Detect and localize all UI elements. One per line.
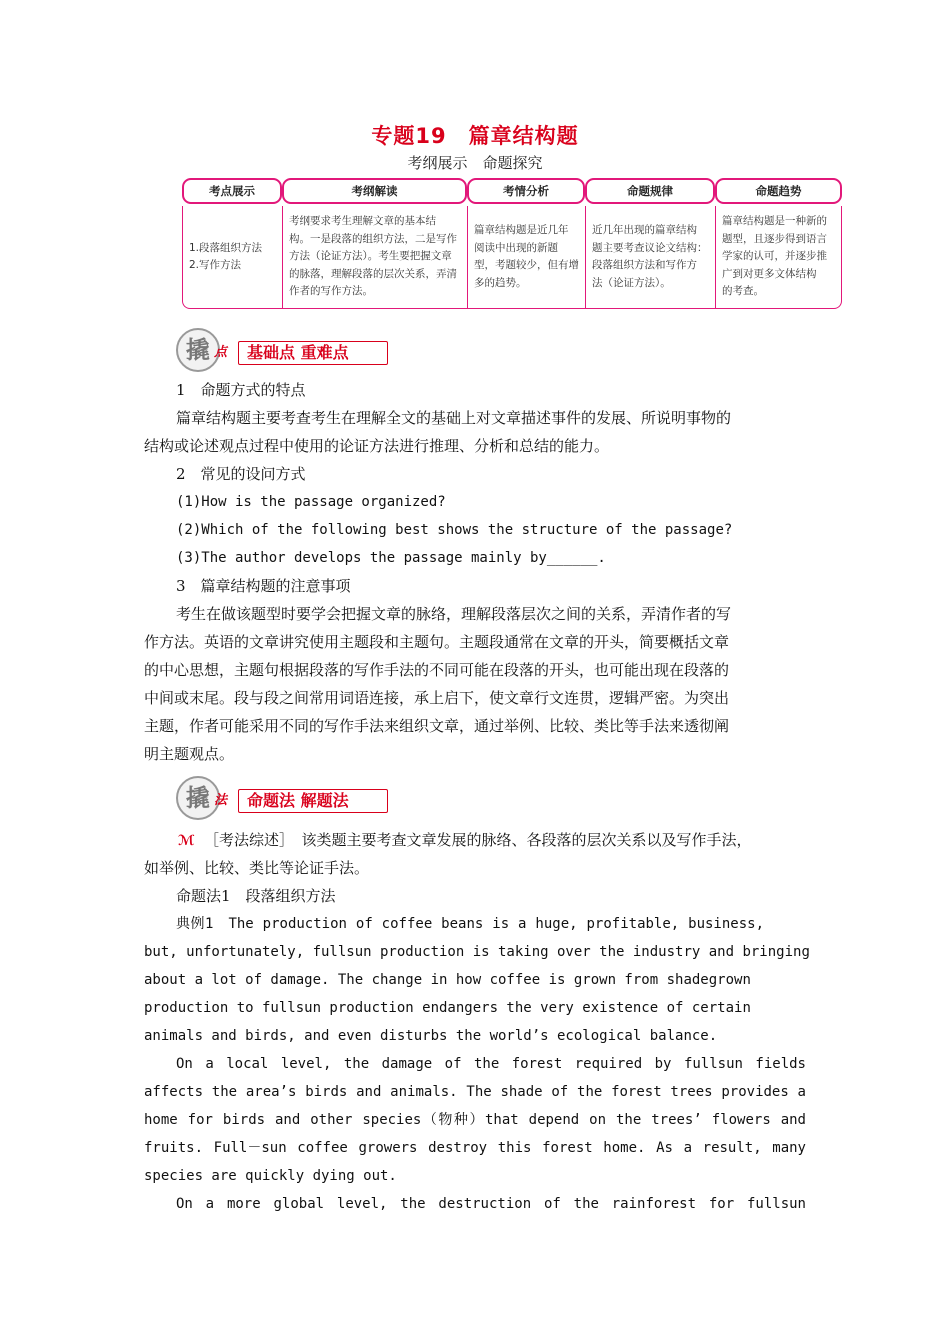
seal-icon: 撬 [176,328,220,372]
cell-line: 1.段落组织方法 [189,241,263,254]
paragraph-line: 中间或末尾。段与段之间常用词语连接，承上启下，使文章行文连贯，逻辑严密。为突出 [144,689,730,707]
cell-line: 题型，且逐步得到语言 [722,232,827,245]
banner-tag: 法 [214,793,228,808]
cell-line: 多的趋势。 [474,276,527,289]
question-line: (3)The author develops the passage mainly by______. [176,550,606,566]
question-line: (1)How is the passage organized? [176,494,446,510]
cell-line: 段落组织方法和写作方 [592,259,697,271]
pen-icon: ℳ [178,833,195,849]
cell-line: 近几年出现的篇章结构 [592,224,697,236]
cell-line: 构。一是段落的组织方法，二是写作 [289,232,457,245]
method-heading: 命题法1 段落组织方法 [176,887,336,905]
example-line: about a lot of damage. The change in how coffee is grown from shadegrown [144,972,751,988]
paragraph-line: 篇章结构题主要考查考生在理解全文的基础上对文章描述事件的发展、所说明事物的 [176,409,732,427]
banner-label: 基础点 重难点 [238,341,388,365]
example-line: affects the area’s birds and animals. The shade of the forest trees provides a [144,1084,806,1100]
cell-line: 阅读中出现的新题 [474,241,558,254]
cell-line: 2.写作方法 [189,259,242,271]
cell-line: 题主要考查议论文结构： [592,241,708,254]
cell-line: 作者的写作方法。 [289,285,373,298]
section-banner-methods [176,776,396,820]
kaofa-summary: ［考法综述］ 该类题主要考查文章发展的脉络、各段落的层次关系以及写作手法， [204,831,752,849]
paragraph-line: 作方法。英语的文章讲究使用主题段和主题句。主题段通常在文章的开头，简要概括文章 [144,633,730,651]
cell-qushi [715,206,842,309]
example-line: animals and birds, and even disturbs the world’s ecological balance. [144,1028,718,1044]
paragraph-line: 明主题观点。 [144,745,235,763]
question-line: (2)Which of the following best shows the structure of the passage? [176,522,733,538]
heading-1: 1 命题方式的特点 [176,381,306,399]
paragraph-line: 如举例、比较、类比等论证手法。 [144,859,370,877]
banner-label: 命题法 解题法 [238,789,388,813]
paragraph-line: 结构或论述观点过程中使用的论证方法进行推理、分析和总结的能力。 [144,437,610,455]
cell-line: 的脉落，理解段落的层次关系，弄清 [289,267,457,280]
example-line: On a more global level, the destruction of the rainforest for fullsun [176,1196,806,1212]
header-guilv: 命题规律 [585,178,715,204]
page-title: 专题19 篇章结构题 [371,124,579,148]
header-kaodian: 考点展示 [182,178,282,204]
cell-line: 学家的认可，并逐步推 [722,250,827,263]
page-subtitle: 考纲展示 命题探究 [407,154,543,172]
example-line: but, unfortunately, fullsun production is taking over the industry and bringing [144,944,810,960]
cell-line: 考纲要求考生理解文章的基本结 [289,215,436,228]
cell-guilv [585,206,715,309]
example-line: fruits. Full－sun coffee growers destroy this forest home. As a result, many [144,1140,806,1156]
paragraph-line: 考生在做该题型时要学会把握文章的脉络，理解段落层次之间的关系，弄清作者的写 [176,605,732,623]
example-line: On a local level, the damage of the forest required by fullsun fields [176,1056,806,1072]
example-line: production to fullsun production endangers the very existence of certain [144,1000,751,1016]
cell-line: 法（论证方法）。 [592,276,671,289]
cell-line: 型，考题较少，但有增 [474,259,579,271]
heading-3: 3 篇章结构题的注意事项 [176,577,351,595]
section-banner-basics [176,328,396,372]
cell-kaodian [182,206,282,309]
column-kaoqing [467,178,585,309]
banner-tag: 点 [214,345,228,360]
cell-line: 篇章结构题是一种新的 [722,215,827,228]
paragraph-line [178,826,848,855]
column-guilv [585,178,715,309]
example-line: species are quickly dying out. [144,1168,397,1184]
header-kaoqing: 考情分析 [467,178,585,204]
cell-kaoqing [467,206,585,309]
example-line: 典例1 The production of coffee beans is a huge, profitable, business, [176,916,764,932]
column-qushi [715,178,842,309]
header-qushi: 命题趋势 [715,178,842,204]
cell-line: 方法（论证方法）。考生要把握文章 [289,250,452,263]
header-kaogang: 考纲解读 [282,178,467,204]
column-kaodian [182,178,282,309]
cell-kaogang [282,206,467,309]
paragraph-line: 的中心思想，主题句根据段落的写作手法的不同可能在段落的开头，也可能出现在段落的 [144,661,730,679]
cell-line: 篇章结构题是近几年 [474,224,569,236]
example-line: home for birds and other species（物种）that depend on the trees’ flowers and [144,1112,806,1128]
cell-line: 广到对更多文体结构 [722,267,817,280]
summary-table [182,178,842,309]
cell-line: 的考查。 [722,285,764,298]
column-kaogang [282,178,467,309]
paragraph-line: 主题，作者可能采用不同的写作手法来组织文章，通过举例、比较、类比等手法来透彻阐 [144,717,730,735]
heading-2: 2 常见的设问方式 [176,465,306,483]
seal-icon: 撬 [176,776,220,820]
